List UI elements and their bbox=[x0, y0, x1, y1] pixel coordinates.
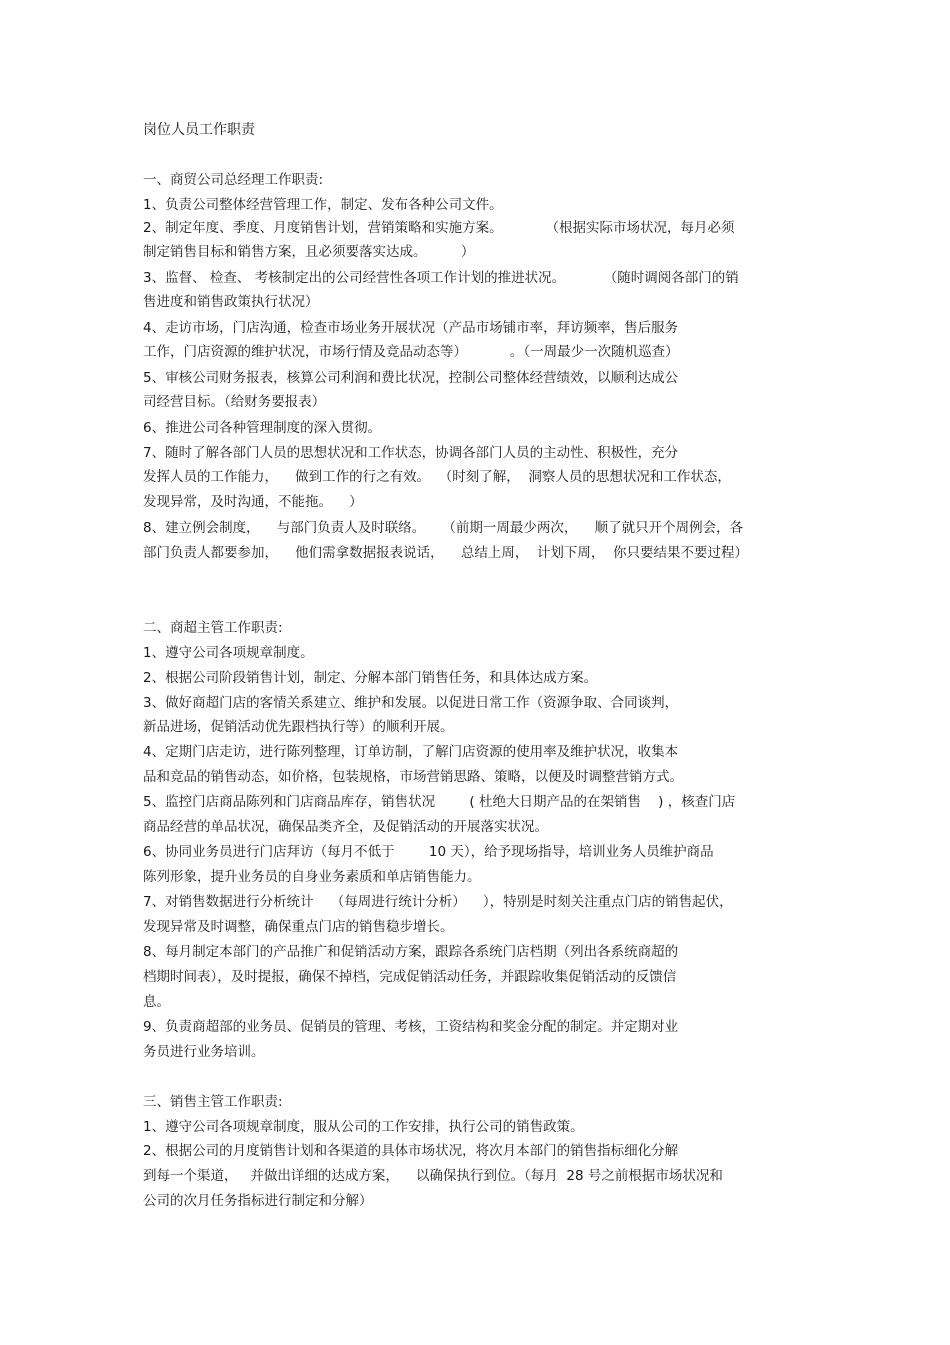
text-line: 到每一个渠道， 并做出详细的达成方案， 以确保执行到位。（每月 28 号之前根据市场状况和 bbox=[143, 1168, 723, 1184]
text-line: 7、随时了解各部门人员的思想状况和工作状态，协调各部门人员的主动性、积极性，充分 bbox=[143, 445, 679, 461]
text-line: 品和竞品的销售动态，如价格，包装规格，市场营销思路、策略，以便及时调整营销方式。 bbox=[143, 769, 683, 785]
text-line: 8、每月制定本部门的产品推广和促销活动方案，跟踪各系统门店档期（列出各系统商超的 bbox=[143, 944, 679, 960]
text-line: 息。 bbox=[143, 994, 170, 1010]
text-line: 公司的次月任务指标进行制定和分解） bbox=[143, 1193, 373, 1209]
text-line: 7、对销售数据进行分析统计 （每周进行统计分析） ），特别是时刻关注重点门店的销售起伏， bbox=[143, 894, 733, 910]
text-line: 司经营目标。（给财务要报表） bbox=[143, 394, 326, 410]
section-heading: 三、销售主管工作职责: bbox=[143, 1094, 283, 1110]
text-line: 1、遵守公司各项规章制度，服从公司的工作安排，执行公司的销售政策。 bbox=[143, 1119, 584, 1135]
text-line: 售进度和销售政策执行状况） bbox=[143, 294, 319, 310]
text-line: 2、制定年度、季度、月度销售计划，营销策略和实施方案。 （根据实际市场状况，每月必须 bbox=[143, 220, 735, 236]
text-line: 制定销售目标和销售方案，且必须要落实达成。 ） bbox=[143, 244, 475, 260]
text-line: 4、走访市场，门店沟通，检查市场业务开展状况（产品市场铺市率，拜访频率，售后服务 bbox=[143, 320, 679, 336]
text-line: 发现异常，及时沟通，不能拖。 ） bbox=[143, 494, 363, 510]
text-line: 陈列形象，提升业务员的自身业务素质和单店销售能力。 bbox=[143, 869, 481, 885]
text-line: 6、推进公司各种管理制度的深入贯彻。 bbox=[143, 420, 382, 436]
text-line: 6、协同业务员进行门店拜访（每月不低于 10 天），给予现场指导，培训业务人员维护商品 bbox=[143, 844, 714, 860]
text-line: 4、定期门店走访，进行陈列整理，订单访制，了解门店资源的使用率及维护状况，收集本 bbox=[143, 744, 679, 760]
section-heading: 一、商贸公司总经理工作职责: bbox=[143, 172, 324, 188]
text-line: 发现异常及时调整，确保重点门店的销售稳步增长。 bbox=[143, 919, 454, 935]
text-line: 部门负责人都要参加， 他们需拿数据报表说话， 总结上周， 计划下周， 你只要结果不要过程） bbox=[143, 545, 748, 561]
text-line: 3、监督、 检查、 考核制定出的公司经营性各项工作计划的推进状况。 （随时调阅各部门的销 bbox=[143, 270, 739, 286]
text-line: 5、审核公司财务报表，核算公司利润和费比状况，控制公司整体经营绩效，以顺利达成公 bbox=[143, 370, 679, 386]
text-line: 发挥人员的工作能力， 做到工作的行之有效。 （时刻了解， 洞察人员的思想状况和工作状态， bbox=[143, 469, 731, 485]
section-heading: 二、商超主管工作职责: bbox=[143, 620, 283, 636]
text-line: 2、根据公司阶段销售计划，制定、分解本部门销售任务，和具体达成方案。 bbox=[143, 670, 598, 686]
text-line: 1、负责公司整体经营管理工作，制定、发布各种公司文件。 bbox=[143, 197, 503, 213]
text-line: 5、监控门店商品陈列和门店商品库存，销售状况 ( 杜绝大日期产品的在架销售 ) ，核查门店 bbox=[143, 794, 736, 810]
text-line: 3、做好商超门店的客情关系建立、维护和发展。以促进日常工作（资源争取、合同谈判， bbox=[143, 695, 679, 711]
text-line: 工作，门店资源的维护状况，市场行情及竞品动态等） 。（一周最少一次随机巡查） bbox=[143, 344, 679, 360]
text-line: 档期时间表），及时提报，确保不掉档，完成促销活动任务，并跟踪收集促销活动的反馈信 bbox=[143, 969, 677, 985]
text-line: 新品进场，促销活动优先跟档执行等）的顺利开展。 bbox=[143, 719, 454, 735]
text-line: 9、负责商超部的业务员、促销员的管理、考核，工资结构和奖金分配的制定。并定期对业 bbox=[143, 1019, 679, 1035]
text-line: 1、遵守公司各项规章制度。 bbox=[143, 645, 314, 661]
text-line: 8、建立例会制度， 与部门负责人及时联络。 （前期一周最少两次， 顺了就只开个周例会，各 bbox=[143, 520, 744, 536]
text-line: 务员进行业务培训。 bbox=[143, 1044, 265, 1060]
text-line: 2、根据公司的月度销售计划和各渠道的具体市场状况，将次月本部门的销售指标细化分解 bbox=[143, 1143, 679, 1159]
page-title: 岗位人员工作职责 bbox=[143, 122, 255, 138]
text-line: 商品经营的单品状况，确保品类齐全，及促销活动的开展落实状况。 bbox=[143, 819, 548, 835]
